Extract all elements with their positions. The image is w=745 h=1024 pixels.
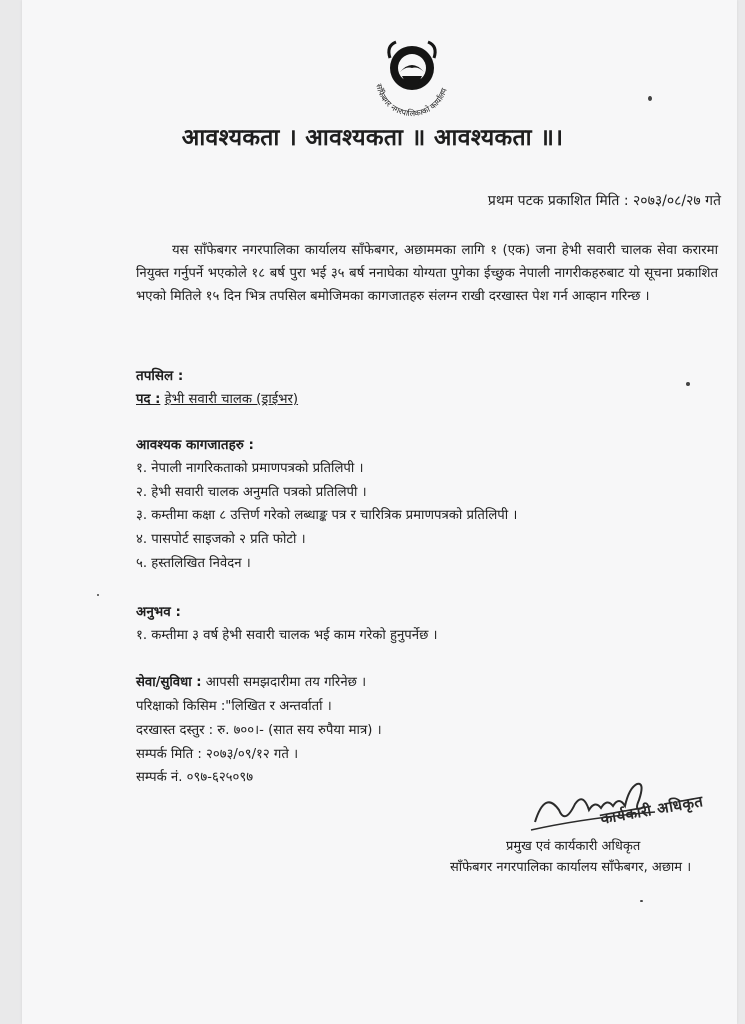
service-line (136, 672, 366, 690)
documents-heading: आवश्यक कागजातहरु : (136, 437, 254, 453)
signatory-office: साँफेबगर नगरपालिका कार्यालय साँफेबगर, अछाम । (450, 860, 692, 875)
document-item: ३. कम्तीमा कक्षा ८ उत्तिर्ण गरेको लब्धाङ्क पत्र र चारित्रिक प्रमाणपत्रको प्रतिलिपी । (136, 508, 518, 523)
scan-speck (686, 382, 690, 386)
service-label: सेवा/सुविधा : (136, 675, 202, 690)
document-item: ४. पासपोर्ट साइजको २ प्रति फोटो । (136, 532, 306, 547)
fee-line: दरखास्त दस्तुर : रु. ७००।- (सात सय रुपैया मात्र) । (136, 723, 382, 738)
experience-heading: अनुभव : (136, 604, 181, 620)
publication-date: प्रथम पटक प्रकाशित मिति : २०७३/०८/२७ गते (487, 193, 721, 209)
document-item: ५. हस्तलिखित निवेदन । (136, 556, 251, 571)
page-title: आवश्यकता । आवश्यकता ॥ आवश्यकता ॥। (181, 125, 564, 151)
tapasil-heading: तपसिल : (136, 368, 184, 384)
logo-text: साँफेबगर नगरपालिकाको कार्यालय (374, 82, 449, 119)
contact-date-line: सम्पर्क मिति : २०७३/०९/१२ गते । (136, 747, 299, 762)
experience-item: १. कम्तीमा ३ वर्ष हेभी सवारी चालक भई काम गरेको हुनुपर्नेछ । (136, 628, 438, 643)
scan-speck (648, 96, 652, 101)
document-item: १. नेपाली नागरिकताको प्रमाणपत्रको प्रतिलिपी । (136, 461, 364, 476)
intro-paragraph: यस साँफेबगर नगरपालिका कार्यालय साँफेबगर, अछाममका लागि १ (एक) जना हेभी सवारी चालक सेवा करारमा नियुक्त गर्नुपर्ने भएकोले १८ बर्ष पुरा भई ३५ बर्ष ननाघेका योग्यता पुगेका ईच्छुक नेपाली नागरीकहरुबाट यो सूचना प्रकाशित भएको मितिले १५ दिन भित्र तपसिल बमोजिमका कागजातहरु संलग्न राखी दरखास्त पेश गर्न आव्हान गरिन्छ । (136, 243, 718, 304)
scan-speck (97, 594, 99, 596)
exam-line: परिक्षाको किसिम :"लिखित र अन्तर्वार्ता । (136, 699, 332, 714)
post-line (136, 389, 298, 407)
contact-number-line: सम्पर्क नं. ०९७-६२५०९७ (136, 770, 254, 785)
service-value: आपसी समझदारीमा तय गरिनेछ । (205, 675, 367, 690)
document-item: २. हेभी सवारी चालक अनुमति पत्रको प्रतिलिपी । (136, 485, 367, 500)
post-value: हेभी सवारी चालक (ड्राईभर) (164, 392, 299, 407)
post-label: पद : (136, 392, 161, 407)
signatory-title: प्रमुख एवं कार्यकारी अधिकृत (506, 839, 641, 854)
scan-speck (640, 900, 643, 902)
officer-stamp: कार्यकारी अधिकृत (599, 792, 705, 828)
municipality-emblem-icon (362, 38, 462, 122)
